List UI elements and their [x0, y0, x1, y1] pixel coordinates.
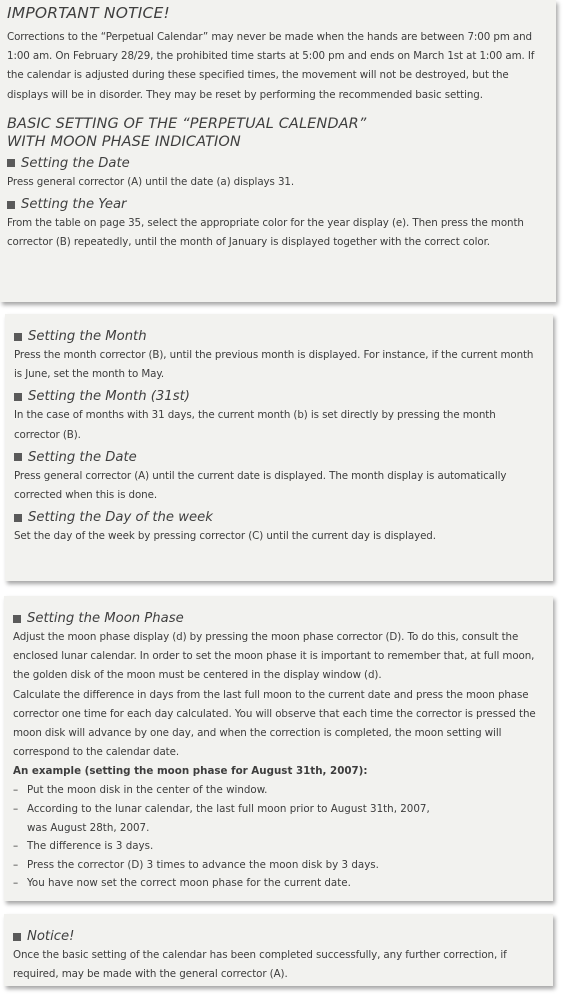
- example-title: An example (setting the moon phase for August 31th, 2007):: [13, 765, 368, 778]
- final-notice-panel: [4, 914, 553, 986]
- section-heading: [14, 388, 543, 405]
- heading-label: Setting the Date: [28, 449, 137, 465]
- section-setting-year: [7, 196, 546, 252]
- month-date-panel: [5, 314, 553, 581]
- list-item: – The difference is 3 days.: [13, 837, 543, 856]
- square-bullet-icon: [14, 514, 22, 522]
- list-item: – Press the corrector (D) 3 times to advance the moon disk by 3 days.: [13, 856, 543, 875]
- basic-setting-title-line2: WITH MOON PHASE INDICATION: [7, 133, 241, 150]
- list-item: – You have now set the correct moon phase for the current date.: [13, 874, 543, 893]
- section-text: Press general corrector (A) until the current date is displayed. The month display is automatically corrected when this is done.: [14, 469, 507, 502]
- heading-label: Setting the Year: [21, 197, 127, 213]
- heading-label: Notice!: [27, 929, 75, 944]
- example-steps-list: [13, 781, 543, 893]
- basic-setting-title: [7, 115, 546, 151]
- section-heading: [13, 928, 543, 945]
- section-heading: [7, 155, 546, 172]
- square-bullet-icon: [14, 453, 22, 461]
- section-heading: [14, 449, 543, 466]
- section-setting-month-31: [14, 388, 543, 444]
- moon-phase-text: Adjust the moon phase display (d) by pressing the moon phase corrector (D). To do this, consult the enclosed lunar calendar. In order to set the moon phase it is important to remember that, at full moon, the golden disk of the moon must be centered in the display window (d).: [13, 631, 535, 682]
- square-bullet-icon: [7, 201, 15, 209]
- section-heading: [14, 509, 543, 526]
- square-bullet-icon: [14, 333, 22, 341]
- heading-label: Setting the Month: [28, 329, 147, 344]
- moon-phase-panel: [4, 596, 553, 901]
- important-notice-text: Corrections to the “Perpetual Calendar” may never be made when the hands are between 7:00 pm and 1:00 am. On February 28/29, the prohibited time starts at 5:00 pm and ends on March 1st at 1:00 am. If the calendar is adjusted during these specified times, the movement will not be destroyed, but the displays will be in disorder. They may be reset by performing the recommended basic setting.: [7, 31, 535, 101]
- section-heading: [7, 196, 546, 213]
- section-text: From the table on page 35, select the appropriate color for the year display (e). Then press the month corrector (B) repeatedly, until the month of January is displayed together with the correct color.: [7, 217, 524, 249]
- important-notice-panel: [0, 0, 556, 302]
- list-item: – Put the moon disk in the center of the window.: [13, 781, 543, 800]
- section-setting-date: [7, 155, 546, 192]
- square-bullet-icon: [14, 393, 22, 401]
- important-notice-title: IMPORTANT NOTICE!: [7, 4, 170, 22]
- final-notice-text: Once the basic setting of the calendar has been completed successfully, any further correction, if required, may be made with the general corrector (A).: [13, 949, 507, 981]
- section-setting-day-of-week: [14, 509, 543, 546]
- list-item-continuation: was August 28th, 2007.: [27, 821, 150, 834]
- section-text: Press the month corrector (B), until the previous month is displayed. For instance, if the current month is June, set the month to May.: [14, 349, 534, 381]
- section-setting-month: [14, 328, 543, 384]
- section-setting-date-2: [14, 449, 543, 505]
- section-heading: [14, 328, 543, 345]
- section-text: Press general corrector (A) until the date (a) displays 31.: [7, 175, 295, 188]
- section-text: In the case of months with 31 days, the current month (b) is set directly by pressing the month corrector (B).: [14, 409, 496, 441]
- moon-phase-calculation-text: Calculate the difference in days from the last full moon to the current date and press the moon phase corrector one time for each day calculated. You will observe that each time the corrector is pressed the moon disk will advance by one day, and when the correction is completed, the moon setting will correspond to the calendar date.: [13, 688, 536, 759]
- section-text: Set the day of the week by pressing corrector (C) until the current day is displayed.: [14, 530, 436, 543]
- list-item: – According to the lunar calendar, the last full moon prior to August 31th, 2007,: [13, 800, 543, 819]
- square-bullet-icon: [13, 615, 21, 623]
- square-bullet-icon: [7, 159, 15, 167]
- square-bullet-icon: [13, 933, 21, 941]
- basic-setting-title-line1: BASIC SETTING OF THE “PERPETUAL CALENDAR”: [7, 115, 367, 132]
- heading-label: Setting the Date: [21, 155, 130, 171]
- section-heading: [13, 610, 543, 627]
- heading-label: Setting the Moon Phase: [27, 611, 184, 626]
- heading-label: Setting the Month (31st): [28, 389, 190, 405]
- heading-label: Setting the Day of the week: [28, 510, 213, 526]
